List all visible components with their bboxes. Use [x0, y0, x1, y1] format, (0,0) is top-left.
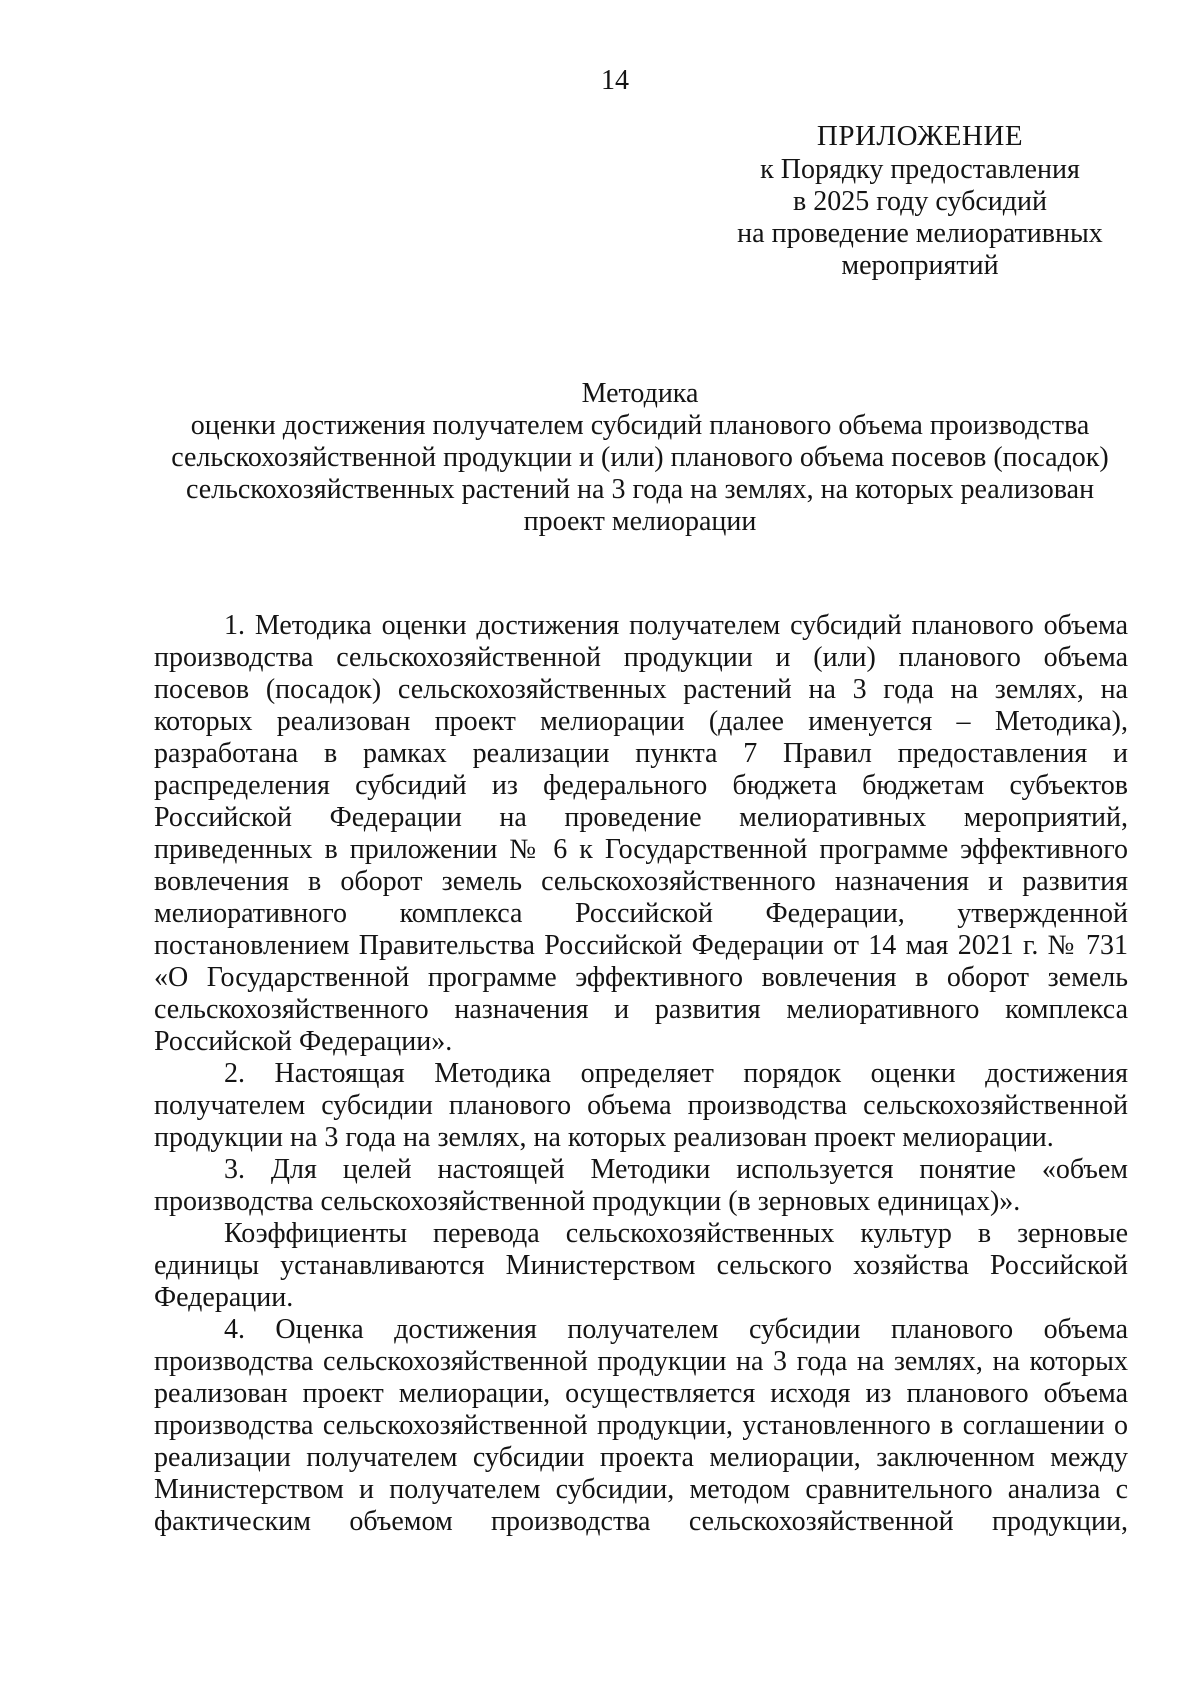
appendix-line: к Порядку предоставления — [760, 154, 1080, 185]
heading-line: проект мелиорации — [523, 506, 757, 537]
appendix-title: ПРИЛОЖЕНИЕ — [816, 120, 1024, 152]
document-body — [154, 610, 1128, 1538]
paragraph-1: 1. Методика оценки достижения получателем субсидий планового объема производства сельскохозяйственной продукции и (или) планового объема посевов (посадок) сельскохозяйственных растений на 3 года на землях, на которых реализован проект мелиорации (далее именуется – Методика), разработана в рамках реализации пункта 7 Правил предоставления и распределения субсидий из федерального бюджета бюджетам субъектов Российской Федерации на проведение мелиоративных мероприятий, приведенных в приложении № 6 к Государственной программе эффективного вовлечения в оборот земель сельскохозяйственного назначения и развития мелиоративного комплекса Российской Федерации, утвержденной постановлением Правительства Российской Федерации от 14 мая 2021 г. № 731 «О Государственной программе эффективного вовлечения в оборот земель сельскохозяйственного назначения и развития мелиоративного комплекса Российской Федерации». — [154, 610, 1128, 1057]
document-heading — [150, 378, 1130, 538]
appendix-line: в 2025 году субсидий — [792, 186, 1047, 217]
paragraph-4: 4. Оценка достижения получателем субсидии планового объема производства сельскохозяйственной продукции на 3 года на землях, на которых реализован проект мелиорации, осуществляется исходя из планового объема производства сельскохозяйственной продукции, установленного в соглашении о реализации получателем субсидии проекта мелиорации, заключенном между Министерством и получателем субсидии, методом сравнительного анализа с фактическим объемом производства сельскохозяйственной продукции, — [154, 1314, 1128, 1537]
heading-line: сельскохозяйственной продукции и (или) планового объема посевов (посадок) — [171, 442, 1109, 473]
heading-line: оценки достижения получателем субсидий планового объема производства — [190, 410, 1090, 441]
appendix-line: на проведение мелиоративных — [737, 218, 1103, 249]
heading-line: сельскохозяйственных растений на 3 года на землях, на которых реализован — [185, 474, 1095, 505]
paragraph-coefficients: Коэффициенты перевода сельскохозяйственных культур в зерновые единицы устанавливаются Министерством сельского хозяйства Российской Федерации. — [154, 1218, 1128, 1313]
paragraph-2: 2. Настоящая Методика определяет порядок оценки достижения получателем субсидии планового объема производства сельскохозяйственной продукции на 3 года на землях, на которых реализован проект мелиорации. — [154, 1058, 1128, 1153]
paragraph-3: 3. Для целей настоящей Методики используется понятие «объем производства сельскохозяйственной продукции (в зерновых единицах)». — [154, 1154, 1128, 1217]
page-number: 14 — [601, 65, 629, 96]
appendix-line: мероприятий — [841, 250, 999, 281]
heading-title: Методика — [581, 378, 699, 409]
appendix-block — [700, 120, 1140, 282]
